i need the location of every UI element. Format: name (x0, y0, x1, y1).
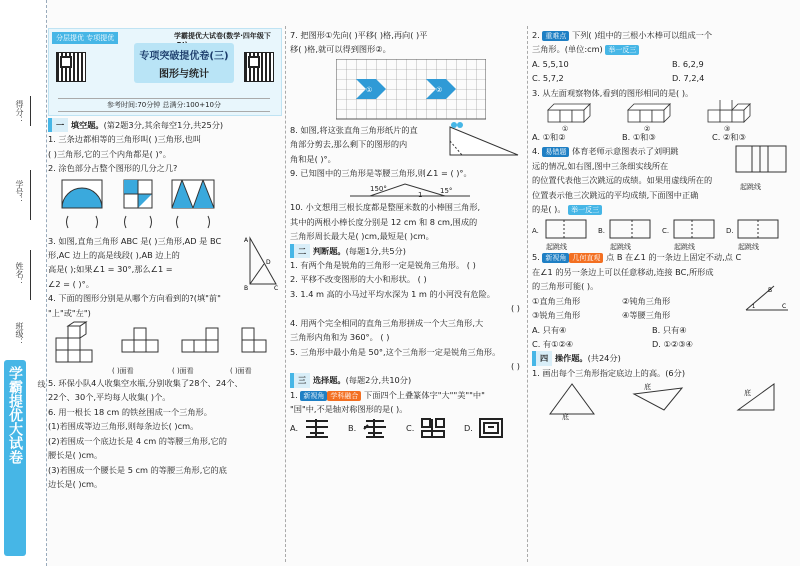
section-heading-2: 二 (290, 244, 310, 258)
student-no-line (30, 170, 31, 220)
score-line (30, 96, 31, 126)
option-d: D. ①②③④ (652, 338, 693, 349)
judge-item: 2. 平移不改变图形的大小和形状。 ( ) (290, 274, 427, 285)
cut-triangle-figure (440, 119, 520, 159)
angle-label: 150° (370, 185, 387, 194)
question-text: 7. 把图形①先向( )平移( )格,再向( )平 (290, 30, 428, 40)
question-text: ∠2 = ( )°。 (48, 278, 94, 289)
option-d: D. 7,2,4 (672, 73, 705, 84)
judge-blank: ( ) (511, 303, 520, 314)
question-text: 2. 涂色部分占整个图形的几分之几? (48, 163, 178, 174)
name-label: 姓名： (15, 262, 24, 286)
header-tag: 分层提优 专项提优 (52, 32, 118, 44)
angle-figure (744, 284, 790, 314)
question-text: 在∠1 的另一条边上可以任意移动,连接 BC,所形成 (532, 266, 714, 277)
svg-text:B: B (768, 287, 773, 295)
more-practice-link[interactable]: 举一反三 (605, 45, 639, 55)
section-points: (第2题3分,其余每空1分,共25分) (103, 120, 224, 130)
takeoff-line-label: 起跳线 (610, 243, 631, 252)
judge-blank: ( ) (511, 360, 520, 371)
question-text: 高是( );如果∠1 = 30°,那么∠1 = (48, 264, 173, 275)
jump-options (532, 216, 794, 250)
shaded-figures (60, 178, 280, 234)
paper-subtitle: 图形与统计 (159, 69, 209, 80)
question-text: 位置表示他三次跳远的平均成绩,下面图中正确 (532, 189, 699, 200)
option-a: A. 只有④ (532, 324, 567, 335)
question-text: 3. 从左面观察物体,看到的图形相同的是( )。 (532, 87, 694, 98)
tag-pill: 新视角 (542, 253, 569, 263)
question-text: "国"中,不是轴对称图形的是( )。 (290, 404, 408, 415)
choice-item: ②钝角三角形 (622, 295, 671, 306)
takeoff-line-label: 起跳线 (546, 243, 567, 252)
question-4: 4. 易错题 体育老师示意图表示了刘明跳 远的情况,如右图,图中三条细实线所在 的位置代表他三次跳远的成绩。如果用虚线所在的 位置表示他三次跳远的平均成绩,下面图中正确 的是( )。 举一反三 起跳线 (532, 144, 794, 216)
question-text: ( )三角形,它的三个内角都是( )°。 (48, 148, 171, 159)
more-practice-link[interactable]: 举一反三 (568, 205, 602, 215)
view-label: ( )面看 (172, 367, 194, 376)
right-triangle-figure (244, 234, 280, 290)
question-text: (2)若围成一个底边长是 4 cm 的等腰三角形,它的 (48, 435, 227, 446)
section-heading-4: 四 (532, 351, 552, 365)
judge-item: 三角形内角和为 360°。 ( ) (290, 332, 390, 343)
series-title: 学霸提优大试卷(数学·四年级下 (174, 32, 271, 40)
question-text: "上"或"左") (48, 307, 91, 318)
question-text: 22个、30个,平均每人收集( )个。 (48, 392, 171, 403)
question-text: 5. 环保小队4人收集空水瓶,分别收集了28个、24个、 (48, 378, 243, 389)
option-label: D. (464, 422, 473, 433)
option-label: C. (662, 227, 670, 236)
paper-title: 专项突破提优卷(三) (139, 51, 229, 62)
option-label: B. (598, 227, 606, 236)
seal-line-label: 线 (37, 380, 46, 388)
question-text: 三角形。(单位:cm) (532, 44, 603, 55)
column-3: 2. 重难点 下列( )组中的三根小木棒可以组成一个 三角形。(单位:cm) 举一反三 A. 5,5,10 B. 6,2,9 C. 5,7,2 D. 7,2,4 3. 从左面观察物体,看到的图形相同的是( )。 ① ② ③ A. ①和② B. ①和③ C. ②和③ 4. 易错题 体育老师示意图表示了刘明跳 远的情况,如右图,图中三条细实线所在 的位置代表他三次跳远的成绩。如果用虚线所在的 位置表示他三次跳远的平均成绩,下面图中正确 的是( )。 举一反三 起跳线 A. B. C. D. 起跳线 起跳线 起跳线 起跳线 5. 新视角 几何直观 点 B 在∠1 的一条边上固定不动,点 C 在∠1 的另一条边上可以任意移动,连接 BC,所形成 的三角形可能( )。 ①直角三角形 ②钝角三角形 ③锐角三角形 ④等腰三角形 A. 只有④ B. 只有④ C. 有①②④ D. ①②③④ B 1 C 四 操作题。(共24分) 1. 画出每个三角形指定底边上的高。(6分) 底 底 底 (532, 28, 794, 420)
jump-diagram (732, 142, 792, 180)
judge-item: 1. 有两个角是锐角的三角形一定是锐角三角形。 ( ) (290, 260, 476, 271)
tag-pill: 新视角 (300, 391, 327, 401)
figure-label: ① (562, 125, 569, 134)
svg-text:C: C (782, 303, 787, 311)
option-label: B. (348, 422, 357, 433)
question-text: 10. 小文想用三根长度都是整厘米数的小棒围三角形, (290, 202, 481, 213)
question-text: 3. 如图,直角三角形 ABC 是( )三角形,AD 是 BC (48, 235, 222, 246)
takeoff-line-label: 起跳线 (674, 243, 695, 252)
choice-item: ①直角三角形 (532, 295, 581, 306)
figure-answer-blanks (67, 216, 210, 228)
column-divider (285, 26, 286, 562)
question-text: 6. 用一根长 18 cm 的铁丝围成一个三角形。 (48, 406, 212, 417)
column-2: 7. 把图形①先向( )平移( )格,再向( )平 移( )格,就可以得到图形②。 ① ② 8. 如图,将这张直角三角形纸片的直 角部分剪去,那么剩下的图形的内 角和是( )°。 9. 已知图中的三角形是等腰三角形,则∠1 = ( )°。 150° 1 15° 10. 小文想用三根长度都是整厘米数的小棒围三角形, 其中的两根小棒长度分别是 12 cm 和 8 cm,围成的 三角形周长最大是( )cm,最短是( )cm。 二 判断题。(每题1分,共5分) 1. 有两个角是锐角的三角形一定是锐角三角形。 ( ) 2. 平移不改变图形的大小和形状。 ( ) 3. 1.4 m 高的小马过平均水深为 1 m 的小河没有危险。 ( ) 4. 用两个完全相同的直角三角形拼成一个大三角形,大 三角形内角和为 360°。 ( ) 5. 三角形中最小角是 50°,这个三角形一定是锐角三角形。 ( ) 三 选择题。(每题2分,共10分) 1. 新视角 学科融合 下面四个上叠篆体字"大""美""中" "国"中,不是轴对称图形的是( )。 A. B. C. D. (290, 28, 520, 441)
svg-text:①: ① (366, 85, 373, 94)
svg-text:B: B (244, 284, 249, 290)
qr-code-icon (56, 52, 86, 82)
option-b: B. ①和③ (622, 132, 656, 143)
question-text: 下列( )组中的三根小木棒可以组成一个 (572, 30, 713, 40)
question-text: 腰长是( )cm。 (48, 450, 103, 461)
tag-pill: 重难点 (542, 31, 569, 41)
brand-text: 学霸提优大试卷 (7, 366, 23, 464)
cube-objects-figure (538, 100, 788, 130)
column-1 (48, 118, 280, 491)
section-points: (每题2分,共10分) (345, 375, 412, 386)
question-text: 其中的两根小棒长度分别是 12 cm 和 8 cm,围成的 (290, 216, 478, 227)
option-label: A. (290, 422, 299, 433)
tag-pill: 易错题 (542, 147, 569, 157)
question-text: 远的情况,如右图,图中三条细实线所在 (532, 160, 669, 171)
question-text: 8. 如图,将这张直角三角形纸片的直 (290, 124, 418, 135)
judge-item: 4. 用两个完全相同的直角三角形拼成一个大三角形,大 (290, 317, 484, 328)
triangles-figure (542, 380, 792, 418)
cube-objects (532, 100, 794, 134)
base-label: 底 (644, 383, 651, 392)
section-heading-1: 一 (48, 118, 68, 132)
section-title: 判断题。 (312, 245, 346, 256)
question-text: 体育老师示意图表示了刘明跳 (572, 146, 679, 157)
figure-label: ③ (724, 125, 731, 134)
section-title: 填空题。 (70, 120, 104, 130)
svg-text:②: ② (436, 85, 443, 94)
option-c: C. 有①②④ (532, 338, 574, 349)
section-heading-3: 三 (290, 373, 310, 387)
angle-label: 15° (440, 187, 453, 196)
grid-translation-figure (290, 57, 520, 123)
seal-script-options (290, 417, 520, 441)
option-b: B. 6,2,9 (672, 58, 704, 69)
question-text: 4. 下面的图形分别是从哪个方向看到的?(填"前" (48, 293, 221, 304)
section-points: (共24分) (587, 353, 621, 364)
option-b: B. 只有④ (652, 324, 687, 335)
question-text: 移( )格,就可以得到图形②。 (290, 44, 391, 55)
qr-code-icon (244, 52, 274, 82)
question-text: 的三角形可能( )。 (532, 281, 599, 292)
tag-pill: 几何直观 (569, 253, 603, 263)
question-text: 9. 已知图中的三角形是等腰三角形,则∠1 = ( )°。 (290, 168, 472, 179)
tag-pill: 学科融合 (327, 391, 361, 401)
question-text: 边长是( )cm。 (48, 478, 103, 489)
angle-label: 1 (418, 191, 423, 200)
question-text: 下面四个上叠篆体字"大""美""中" (364, 389, 485, 400)
question-text: 角和是( )°。 (290, 153, 336, 164)
figure-quarter-square (124, 180, 152, 208)
option-label: C. (406, 422, 415, 433)
figure-semicircle (62, 180, 102, 208)
fraction-figures (48, 176, 280, 234)
grid-figure (336, 59, 486, 121)
option-a: A. ①和② (532, 132, 566, 143)
option-label: A. (532, 227, 539, 236)
figure-label: ② (644, 125, 651, 134)
student-no-label: 学号： (15, 180, 24, 204)
question-text: 形,AC 边上的高是线段( ),AB 边上的 (48, 250, 180, 261)
section-title: 操作题。 (554, 353, 588, 364)
choice-item: ③锐角三角形 (532, 310, 581, 321)
judge-item: 3. 1.4 m 高的小马过平均水深为 1 m 的小河没有危险。 (290, 288, 495, 299)
base-label: 底 (744, 389, 751, 398)
judge-item: 5. 三角形中最小角是 50°,这个三角形一定是锐角三角形。 (290, 346, 501, 357)
section-points: (每题1分,共5分) (345, 245, 406, 256)
section-title: 选择题。 (312, 375, 346, 386)
svg-text:C: C (274, 284, 279, 290)
takeoff-line-label: 起跳线 (740, 183, 761, 192)
class-label: 班级： (15, 322, 24, 346)
time-and-score: 参考时间:70分钟 总满分:100+10分 (58, 98, 270, 112)
view-label: ( )面看 (230, 367, 252, 376)
view-label: ( )面看 (112, 367, 134, 376)
name-line (30, 250, 31, 300)
question-text: 的位置代表他三次跳远的成绩。如果用虚线所在的 (532, 175, 713, 186)
svg-text:A: A (244, 236, 249, 244)
paper-header (48, 28, 280, 116)
title-box (134, 43, 234, 83)
seal-char-icon (478, 417, 504, 439)
question-3 (48, 234, 280, 292)
base-label: 底 (562, 413, 569, 422)
figure-triangles-row (172, 180, 214, 208)
seal-char-icon (362, 417, 388, 439)
option-c: C. ②和③ (712, 132, 746, 143)
question-text: 1. 三条边都相等的三角形叫( )三角形,也叫 (48, 134, 202, 145)
question-text: 点 B 在∠1 的一条边上固定不动,点 C (606, 252, 742, 263)
question-8 (290, 123, 520, 166)
seal-char-icon (420, 417, 446, 439)
views-figures (48, 320, 280, 376)
isosceles-figure (290, 180, 520, 200)
svg-text:D: D (266, 258, 271, 266)
triangles-to-draw (532, 380, 794, 420)
question-text: 三角形周长最大是( )cm,最短是( )cm。 (290, 231, 434, 242)
question-text: (3)若围成一个腰长是 5 cm 的等腰三角形,它的底 (48, 464, 227, 475)
cube-views (48, 320, 280, 364)
question-text: 的是( )。 (532, 204, 566, 215)
takeoff-line-label: 起跳线 (738, 243, 759, 252)
option-a: A. 5,5,10 (532, 58, 569, 69)
binding-strip (0, 0, 47, 566)
question-text: (1)若围成等边三角形,则每条边长( )cm。 (48, 421, 199, 432)
seal-char-icon (304, 417, 330, 439)
column-divider (527, 26, 528, 562)
score-label: 得分： (15, 100, 24, 124)
question-text: 1. 画出每个三角形指定底边上的高。(6分) (532, 367, 686, 378)
option-c: C. 5,7,2 (532, 73, 564, 84)
option-label: D. (726, 227, 734, 236)
question-text: 角部分剪去,那么剩下的图形的内 (290, 139, 408, 150)
question-5: 5. 新视角 几何直观 点 B 在∠1 的一条边上固定不动,点 C 在∠1 的另一条边上可以任意移动,连接 BC,所形成 的三角形可能( )。 ①直角三角形 ②钝角三角形 ③锐角三角形 ④等腰三角形 A. 只有④ B. 只有④ C. 有①②④ D. ①②③④ B 1 C (532, 250, 794, 351)
choice-item: ④等腰三角形 (622, 310, 671, 321)
svg-text:1: 1 (752, 304, 756, 311)
